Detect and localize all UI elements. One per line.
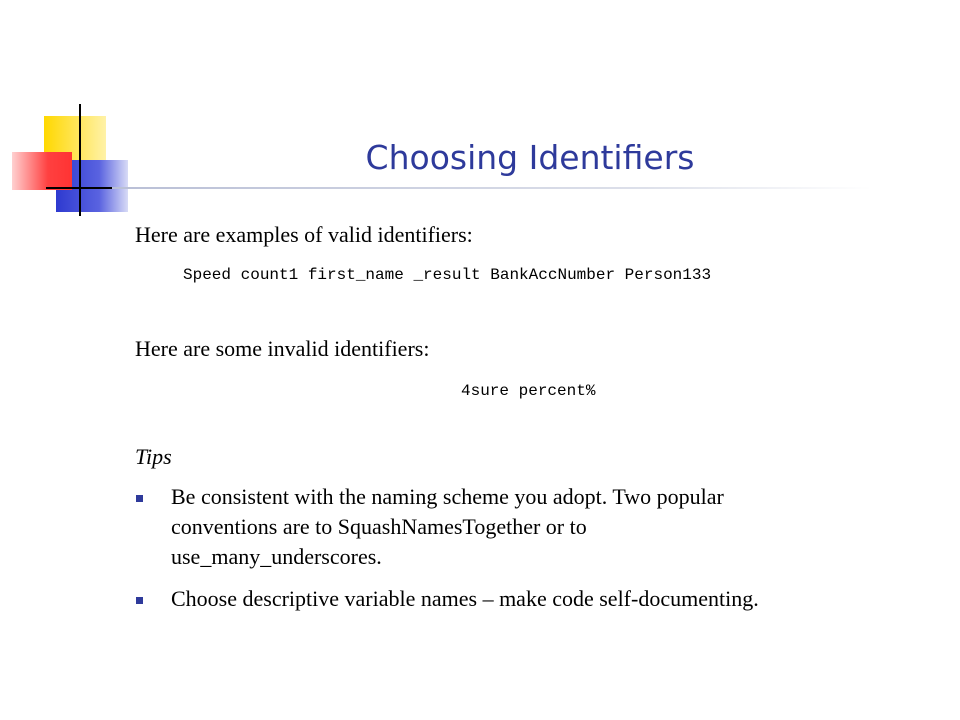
slide-logo-decoration — [0, 0, 960, 240]
square-bullet-icon — [136, 495, 143, 502]
tips-heading: Tips — [135, 444, 172, 469]
tips-list-item-text: Be consistent with the naming scheme you adopt. Two popular conventions are to SquashNamesTogether or to use_many_underscores. — [171, 484, 724, 569]
tips-list-item-text: Choose descriptive variable names – make code self-documenting. — [171, 586, 759, 611]
invalid-identifiers-examples: 4sure percent% — [461, 382, 596, 400]
invalid-identifiers-intro: Here are some invalid identifiers: — [135, 336, 430, 361]
tips-list-item — [135, 482, 915, 572]
valid-identifiers-examples: Speed count1 first_name _result BankAccNumber Person133 — [183, 266, 712, 284]
tips-list-item — [135, 584, 915, 614]
logo-red-square — [12, 152, 72, 190]
slide-title: Choosing Identifiers — [365, 138, 695, 177]
tips-list — [135, 482, 915, 626]
title-rule — [112, 187, 872, 189]
square-bullet-icon — [136, 597, 143, 604]
logo-vertical-line — [79, 104, 81, 216]
valid-identifiers-intro: Here are examples of valid identifiers: — [135, 222, 473, 247]
